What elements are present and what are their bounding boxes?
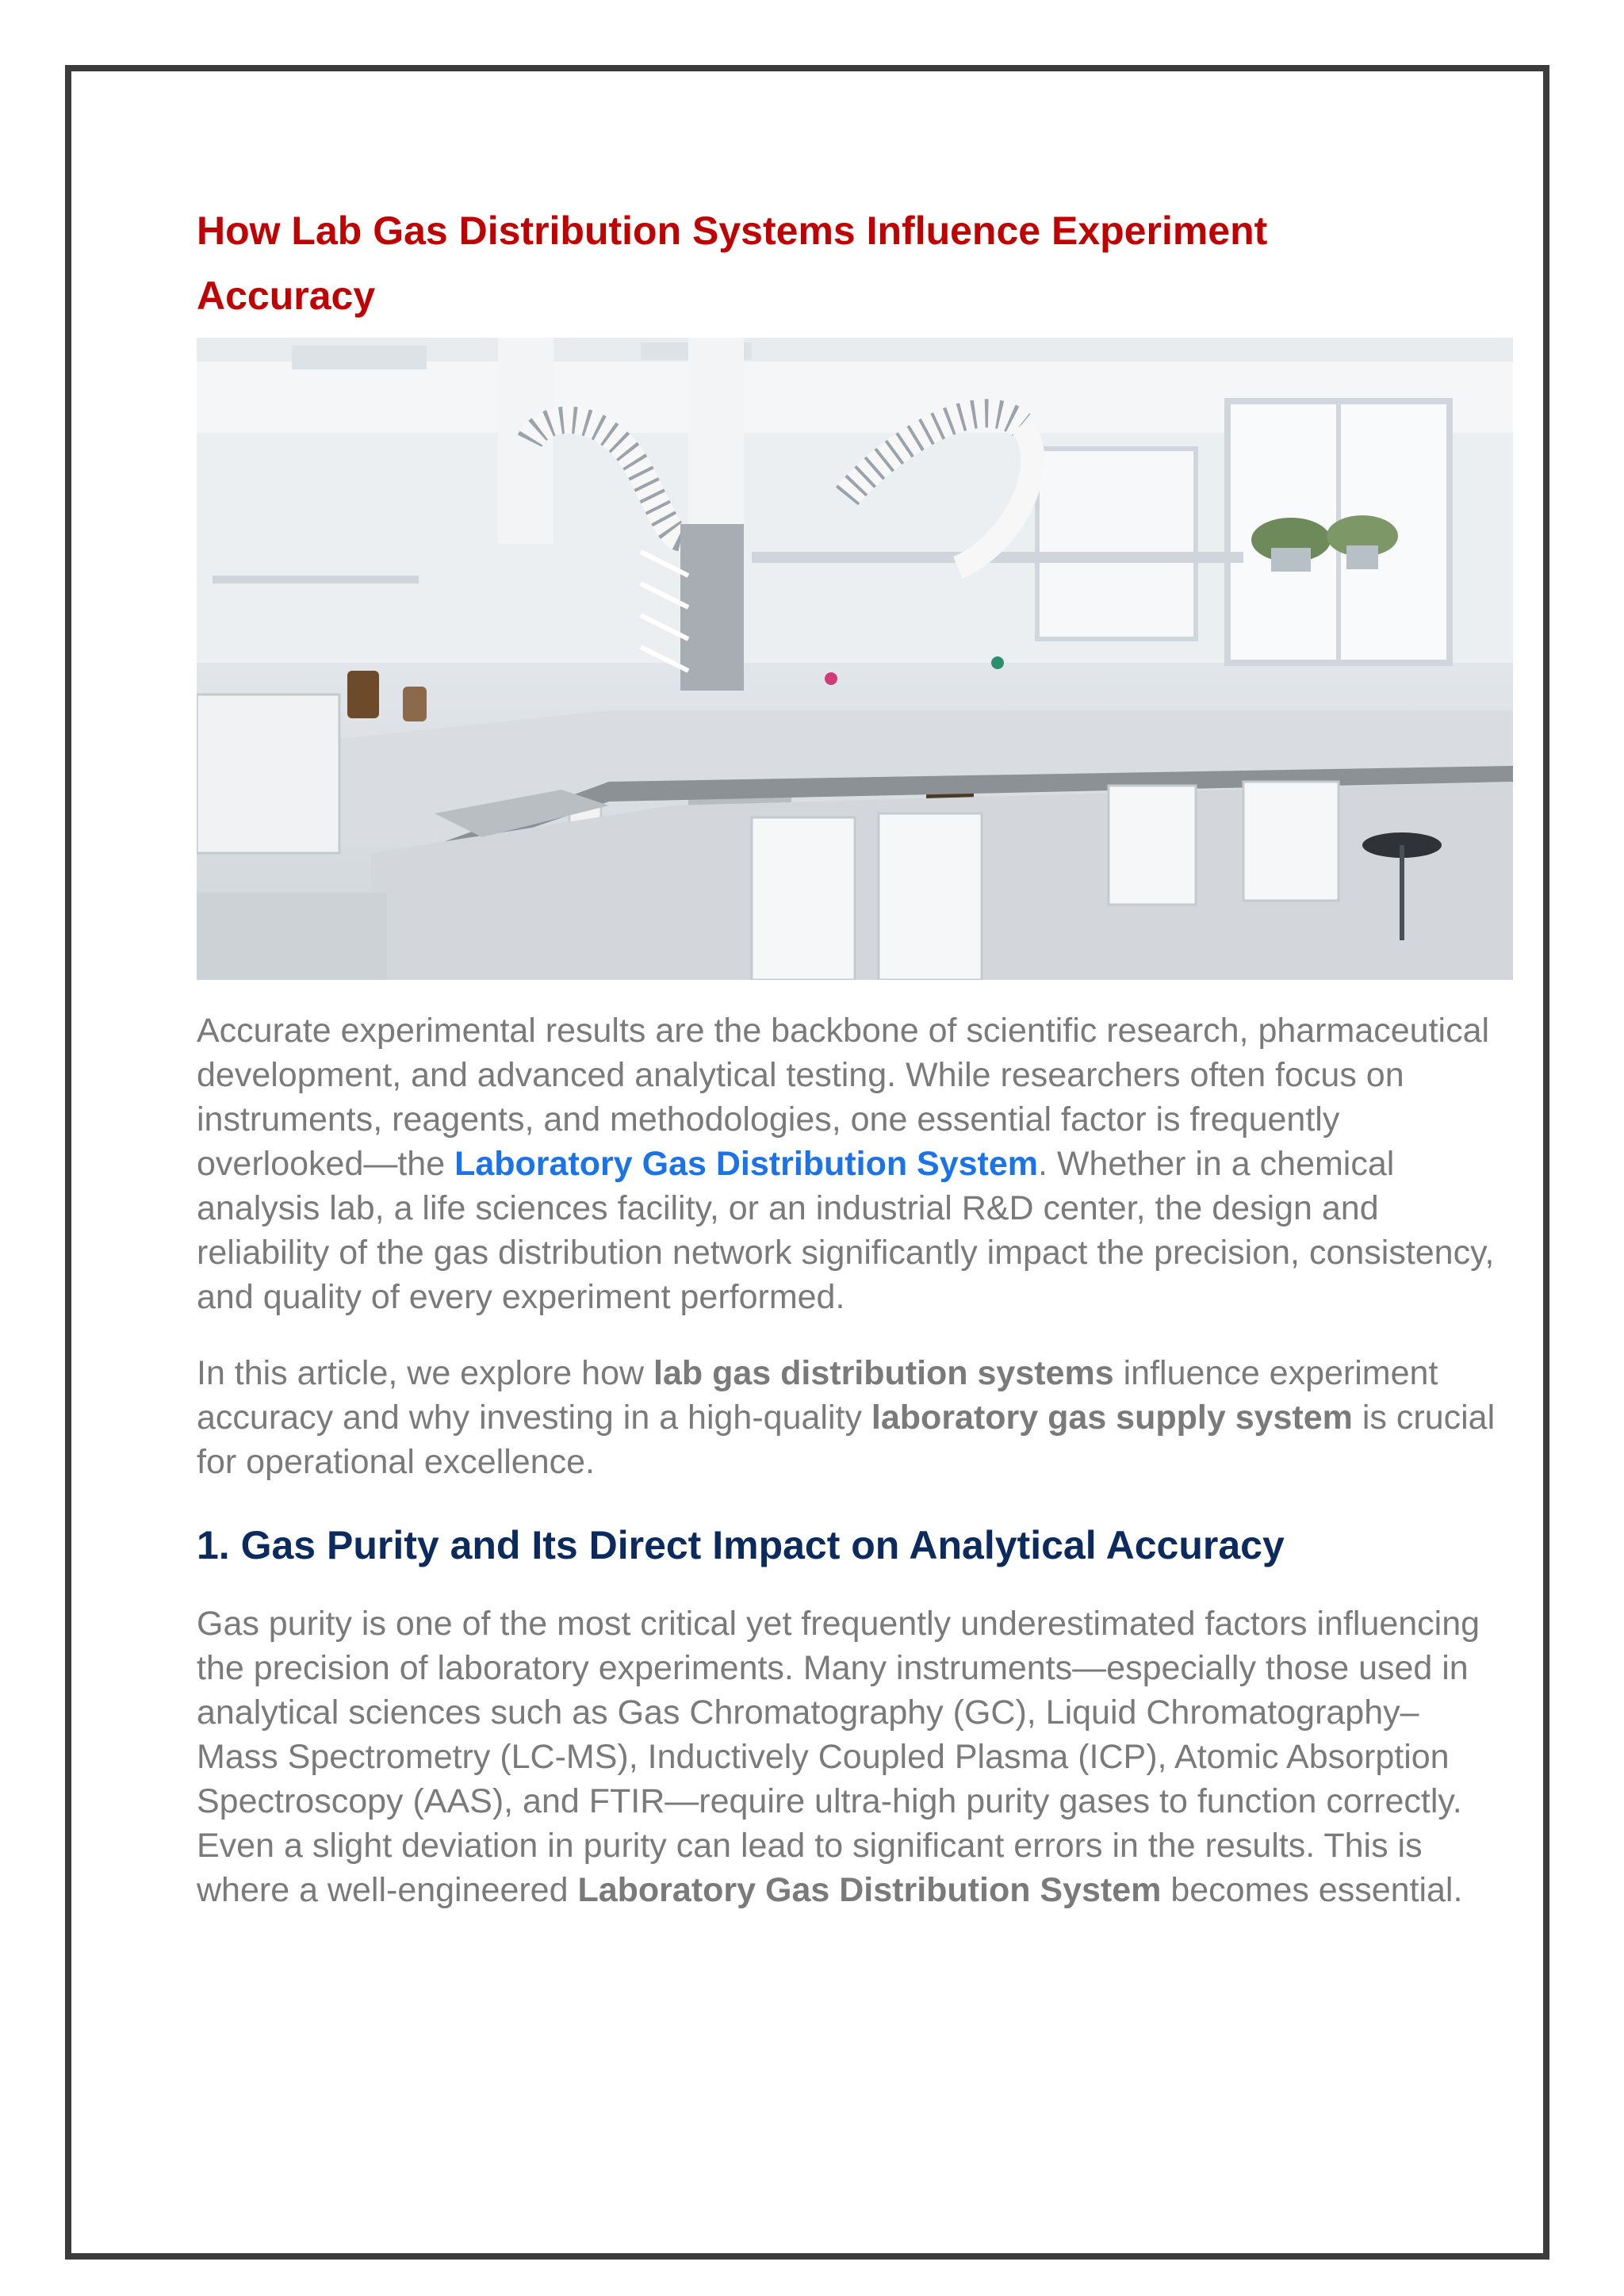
article-scope-paragraph — [197, 1351, 1497, 1484]
purity-bold-1: Laboratory Gas Distribution System — [577, 1871, 1162, 1909]
intro-text-part-1: Accurate experimental results are the backbone of scientific research, pharmaceutical development, and advanced analytical testing. While researchers often focus on instruments, reagents, and methodologies, one essential factor is frequently overlooked—the — [197, 1012, 1490, 1183]
scope-text-part-1: In this article, we explore how — [197, 1354, 653, 1392]
gas-purity-paragraph — [197, 1601, 1497, 1912]
intro-text-part-2: . Whether in a chemical analysis lab, a life sciences facility, or an industrial R&D center, the design and reliability of the gas distribution network significantly impact the precision, consistency, and quality of every experiment performed. — [197, 1145, 1495, 1316]
section-heading-gas-purity: 1. Gas Purity and Its Direct Impact on Analytical Accuracy — [197, 1523, 1285, 1567]
purity-text-part-1: Gas purity is one of the most critical yet frequently underestimated factors influencing the precision of laboratory experiments. Many instruments—especially those used in analytical sciences such as Gas Chromatography (GC), Liquid Chromatography–Mass Spectrometry (LC-MS), Inductively Coupled Plasma (ICP), Atomic Absorption Spectroscopy (AAS), and FTIR—require ultra-high purity gases to function correctly. Even a slight deviation in purity can lead to significant errors in the results. This is where a well-engineered — [197, 1605, 1480, 1909]
lab-hero-image — [197, 338, 1513, 980]
scope-bold-2: laboratory gas supply system — [871, 1399, 1353, 1437]
scope-text-part-2: influence experiment accuracy and why investing in a high-quality — [197, 1354, 1438, 1437]
scope-bold-1: lab gas distribution systems — [653, 1354, 1114, 1392]
purity-text-part-2: becomes essential. — [1161, 1871, 1463, 1909]
document-content — [197, 198, 1513, 1912]
laboratory-gas-distribution-system-link[interactable]: Laboratory Gas Distribution System — [454, 1145, 1039, 1183]
intro-paragraph — [197, 1008, 1497, 1319]
document-title: How Lab Gas Distribution Systems Influence Experiment Accuracy — [197, 209, 1268, 318]
scope-text-part-3: is crucial for operational excellence. — [197, 1399, 1496, 1481]
lab-illustration — [197, 338, 1513, 980]
